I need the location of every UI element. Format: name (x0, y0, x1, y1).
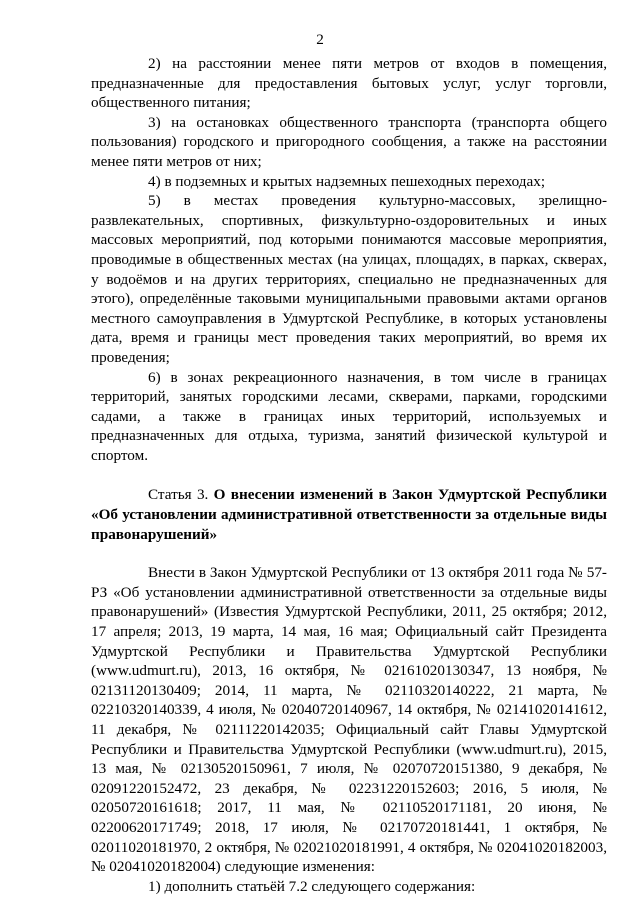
article-label: Статья 3. (148, 486, 209, 504)
list-item-2: 2) на расстоянии менее пяти метров от входов в помещения, предназначенные для предоставления бытовых услуг, услуг торговли, общественного питания; (91, 55, 607, 112)
list-item-4: 4) в подземных и крытых надземных пешеходных переходах; (148, 172, 546, 190)
amendment-intro: Внести в Закон Удмуртской Республики от 13 октября 2011 года № 57-РЗ «Об установлении административной ответственности за отдельные виды правонарушений» (Известия Удмуртской Республики, 2011, 25 октября; 2012, 17 апреля; 2013, 19 марта, 14 мая, 16 мая; Официальный сайт Президента Удмуртской Республики и Правительства Удмуртской Республики (www.udmurt.ru), 2013, 16 октября, № 02161020130347, 13 ноября, № 02131120130409; 2014, 11 марта, № 02110320140222, 21 марта, № 02210320140339, 4 июля, № 02040720140967, 14 октября, № 02141020141612, 11 декабря, № 02111220142035; Официальный сайт Главы Удмуртской Республики и Правительства Удмуртской Республики (www.udmurt.ru), 2015, 13 мая, № 02130520150961, 7 июля, № 02070720151380, 9 декабря, № 02091220152472, 23 декабря, № 02231220152603; 2016, 5 июля, № 02050720161618; 2017, 11 мая, № 02110520171181, 20 июня, № 02200620171749; 2018, 17 июля, № 02170720181441, 1 октября, № 02011020181970, 2 октября, № 02021020181991, 4 октября, № 02041020182003, № 02041020182004) следующие изменения: (91, 564, 607, 876)
page-number: 2 (316, 31, 324, 48)
list-item-3: 3) на остановках общественного транспорта (транспорта общего пользования) городского и пригородного сообщения, а также на расстоянии менее пяти метров от них; (91, 113, 607, 170)
amendment-item-1: 1) дополнить статьёй 7.2 следующего содержания: (148, 877, 476, 895)
article-title: О внесении изменений в Закон Удмуртской Республики «Об установлении административной ответственности за отдельные виды правонарушений» (91, 486, 608, 543)
list-item-5: 5) в местах проведения культурно-массовых, зрелищно-развлекательных, спортивных, физкультурно-оздоровительных и иных массовых мероприятий, под которыми понимаются массовые мероприятия, проводимые в общественных местах (на улицах, площадях, в парках, скверах, у водоёмов и на других территориях, специально не предназначенных для этого), определённые таковыми муниципальными правовыми актами органов местного самоуправления в Удмуртской Республике, в которых установлены дата, время и границы мест проведения таких мероприятий, во время их проведения; (91, 192, 607, 366)
list-item-6: 6) в зонах рекреационного назначения, в том числе в границах территорий, занятых городскими лесами, скверами, парками, городскими садами, а также в границах иных территорий, используемых и предназначенных для отдыха, туризма, занятий физической культурой и спортом. (91, 368, 607, 464)
document-body (91, 54, 607, 896)
article-3-heading (91, 485, 607, 544)
